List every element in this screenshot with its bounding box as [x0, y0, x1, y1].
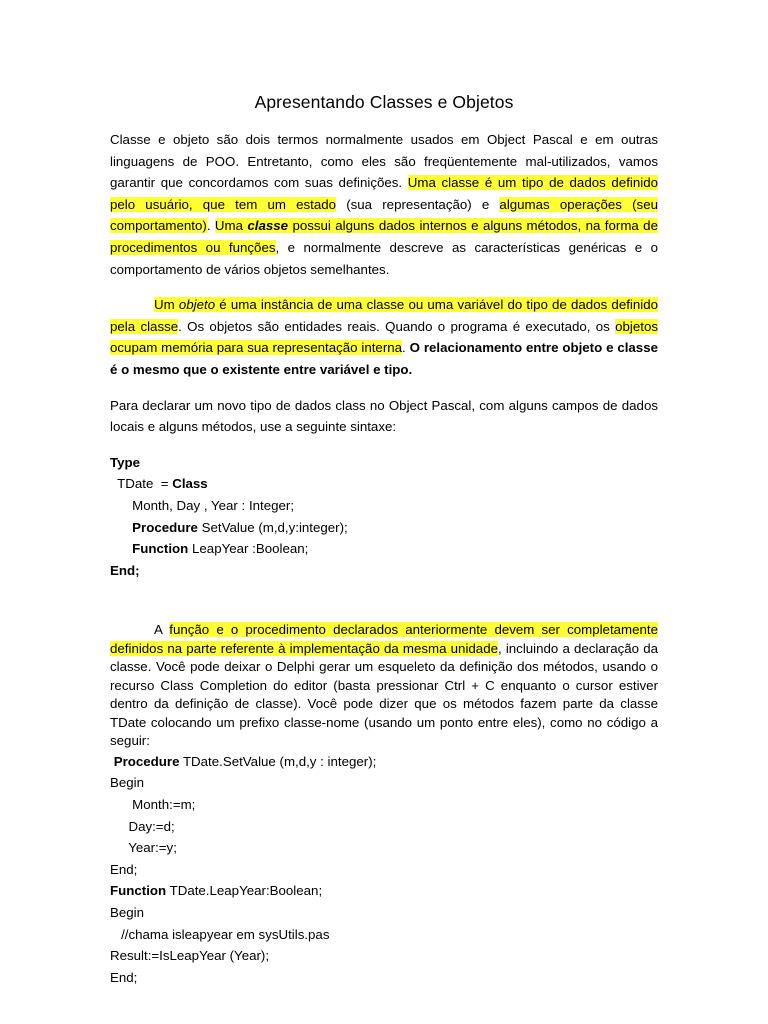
code-line: Type [110, 454, 141, 470]
code-line: End; [110, 562, 140, 578]
paragraph-method-implementation [110, 621, 658, 751]
highlight: algumas operações (seu comportamento) [110, 196, 658, 234]
emphasis: objeto [178, 297, 216, 313]
code-line: End; [110, 969, 138, 985]
paragraph-object-definition [110, 294, 658, 380]
bold-text: O relacionamento entre objeto e classe é o mesmo que o existente entre variável e tipo. [110, 340, 658, 377]
text: . [402, 340, 410, 356]
code-line: Result:=IsLeapYear (Year); [110, 948, 270, 964]
code-block-method-implementation [110, 751, 658, 989]
text: Classe e objeto são dois termos normalmente usados em Object Pascal e em outras linguagens de POO. Entretanto, como eles são freqüentemente mal-utilizados, vamos garantir que concordamos com suas definições. [110, 132, 658, 191]
highlight: objetos ocupam memória para sua representação interna [110, 318, 658, 356]
code-line: Begin [110, 775, 145, 791]
text: é uma instância de uma classe ou uma variável do tipo de dados definido pela classe [110, 297, 658, 334]
code-line: TDate = Class [110, 476, 208, 492]
code-line: //chama isleapyear em sysUtils.pas [110, 926, 330, 942]
text: . Os objetos são entidades reais. Quando o programa é executado, os [178, 318, 616, 334]
code-line: Day:=d; [110, 818, 175, 834]
code-line: Year:=y; [110, 840, 177, 856]
code-block-class-declaration [110, 452, 658, 582]
code-line: Function LeapYear :Boolean; [132, 541, 309, 557]
spacer [110, 601, 658, 621]
highlight: função e o procedimento declarados anteriormente devem ser completamente definidos na parte referente à implementação da mesma unidade [110, 622, 658, 656]
code-line: Begin [110, 904, 145, 920]
text: Uma [214, 218, 248, 234]
code-line: Procedure TDate.SetValue (m,d,y : integer); [113, 753, 377, 769]
highlight: Uma classe é um tipo de dados definido pelo usuário, que tem um estado [110, 175, 658, 212]
text: A [154, 622, 170, 638]
code-line: Function TDate.LeapYear:Boolean; [110, 883, 323, 899]
text: (sua representação) e [336, 196, 500, 212]
code-line: Month, Day , Year : Integer; [110, 497, 295, 513]
code-line: Month:=m; [110, 796, 196, 812]
text: , incluindo a declaração da classe. Você pode deixar o Delphi gerar um esqueleto da definição dos métodos, usando o recurso Class Completion do editor (basta pressionar Ctrl + C enquanto o cursor estiver dentro da definição de classe). Você pode dizer que os métodos fazem parte da classe TDate colocando um prefixo classe-nome (usando um ponto entre eles), como no código a seguir: [110, 640, 658, 749]
text: , e normalmente descreve as características genéricas e o comportamento de vários objetos semelhantes. [110, 239, 659, 277]
page-title: Apresentando Classes e Objetos [254, 92, 514, 112]
text: Um [154, 297, 179, 313]
text: possui alguns dados internos e alguns métodos, na forma de procedimentos ou funções [110, 218, 658, 255]
paragraph-syntax-intro: Para declarar um novo tipo de dados class no Object Pascal, com alguns campos de dados locais e alguns métodos, use a seguinte sintaxe: [110, 397, 658, 435]
paragraph-class-definition [110, 129, 658, 280]
code-line: End; [110, 861, 138, 877]
emphasis: classe [247, 218, 289, 234]
text: . [206, 218, 215, 234]
code-line: Procedure SetValue (m,d,y:integer); [132, 519, 348, 535]
